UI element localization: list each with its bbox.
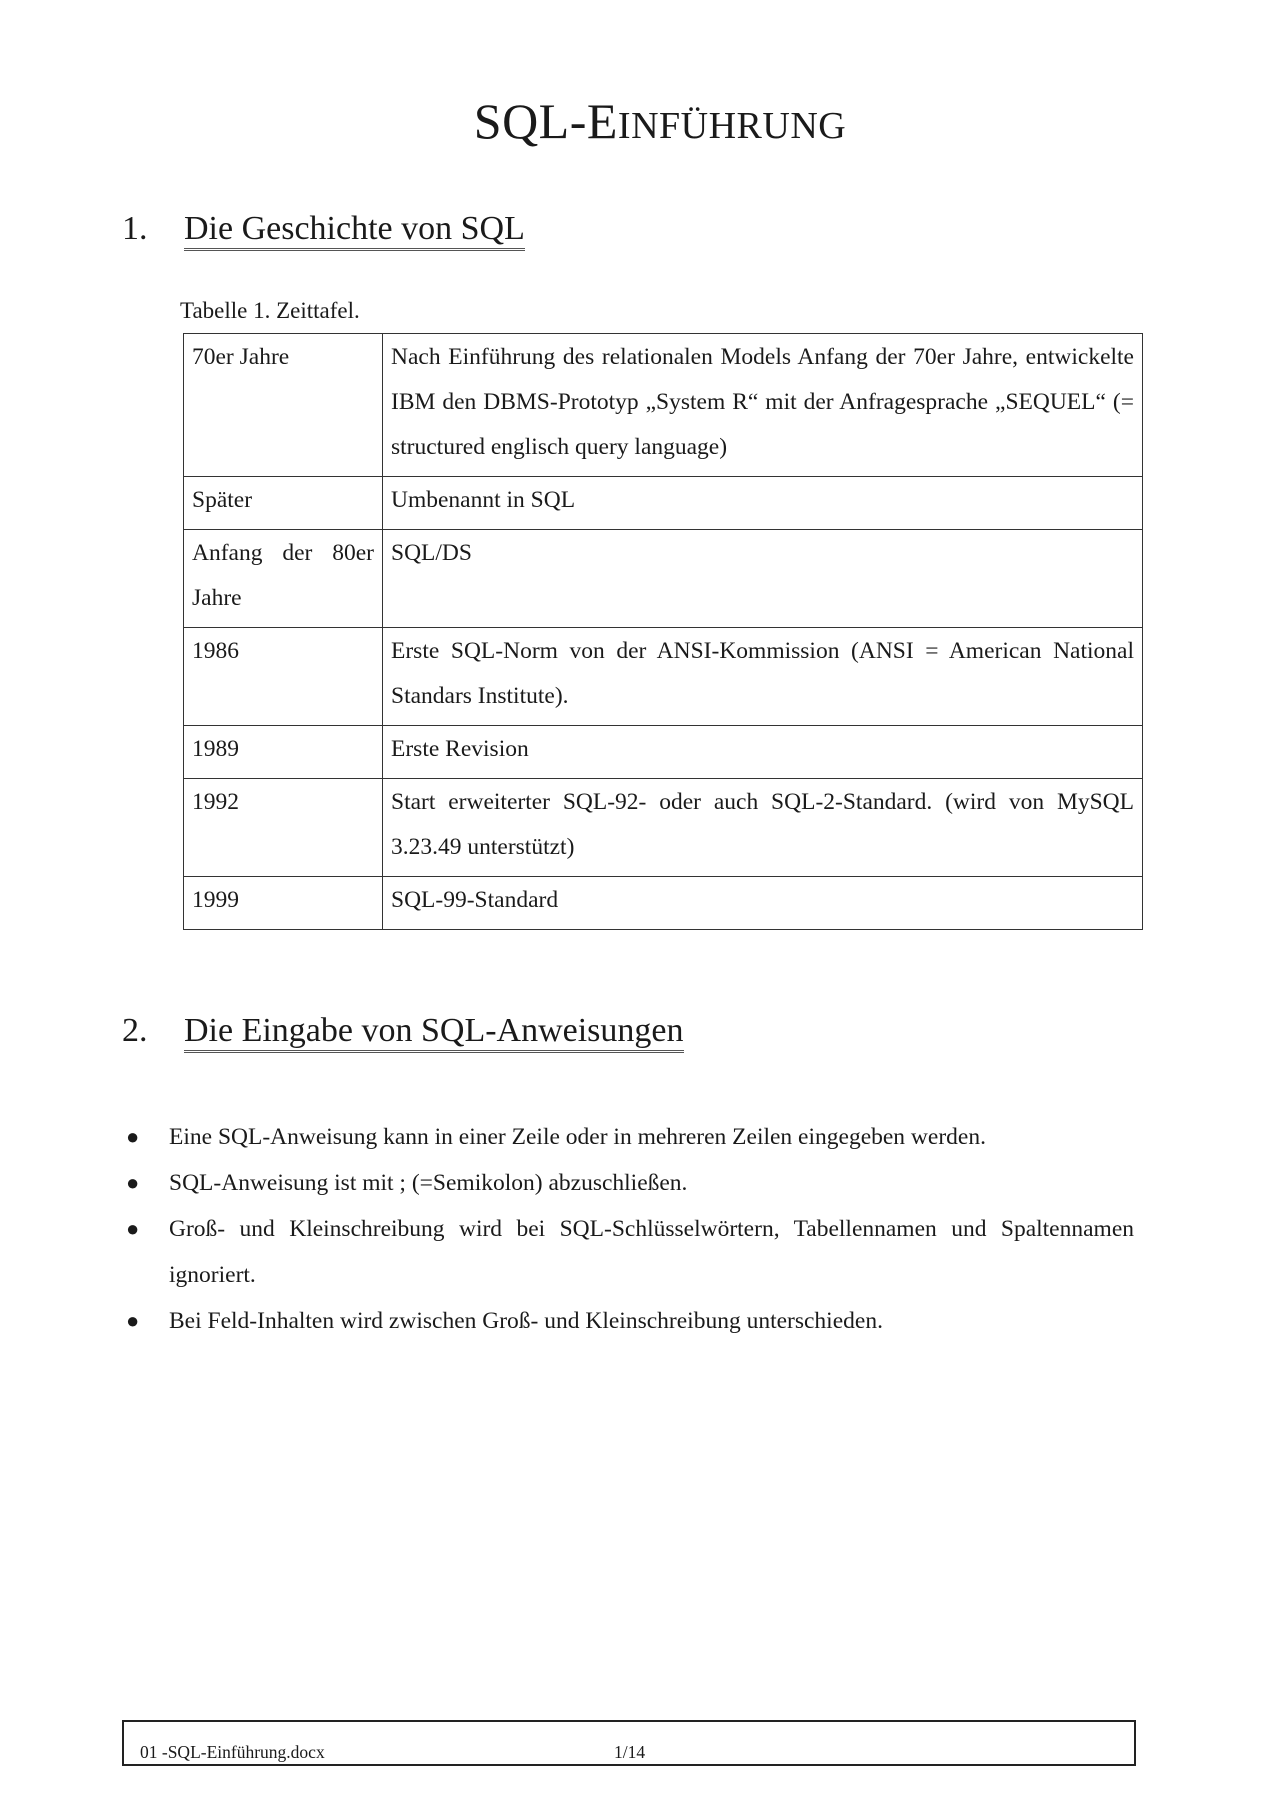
event-cell: Umbenannt in SQL <box>383 477 1143 530</box>
title-prefix: SQL-E <box>473 93 618 149</box>
document-title <box>0 92 1280 150</box>
table-row <box>184 877 1143 930</box>
event-cell: Erste Revision <box>383 726 1143 779</box>
event-cell: SQL/DS <box>383 530 1143 628</box>
footer-filename: 01 -SQL-Einführung.docx <box>140 1742 325 1762</box>
bullet-icon: ● <box>126 1216 140 1241</box>
list-item-text: Groß- und Kleinschreibung wird bei SQL-Schlüsselwörtern, Tabellennamen und Spaltennamen ignoriert. <box>169 1216 1134 1288</box>
list-item-text: SQL-Anweisung ist mit ; (=Semikolon) abzuschließen. <box>169 1170 688 1196</box>
section-1-title: Die Geschichte von SQL <box>184 210 525 251</box>
table-row <box>184 334 1143 477</box>
list-item <box>122 1298 1134 1344</box>
period-cell: 1989 <box>184 726 383 779</box>
bullet-icon: ● <box>126 1170 140 1195</box>
period-cell: Später <box>184 477 383 530</box>
table-row <box>184 779 1143 877</box>
table-row <box>184 530 1143 628</box>
bullet-list <box>122 1114 1134 1344</box>
page-footer <box>122 1720 1136 1766</box>
list-item-text: Bei Feld-Inhalten wird zwischen Groß- und Kleinschreibung unterschieden. <box>169 1308 883 1334</box>
period-cell: 70er Jahre <box>184 334 383 477</box>
list-item <box>122 1160 1134 1206</box>
period-cell: 1986 <box>184 628 383 726</box>
event-cell: Erste SQL-Norm von der ANSI-Kommission (ANSI = American National Standars Institute). <box>383 628 1143 726</box>
list-item-text: Eine SQL-Anweisung kann in einer Zeile oder in mehreren Zeilen eingegeben werden. <box>169 1124 986 1150</box>
table-row <box>184 726 1143 779</box>
table-row <box>184 477 1143 530</box>
list-item <box>122 1114 1134 1160</box>
period-cell: Anfang der 80er Jahre <box>184 530 383 628</box>
period-cell: 1999 <box>184 877 383 930</box>
event-cell: Start erweiterter SQL-92- oder auch SQL-2-Standard. (wird von MySQL 3.23.49 unterstützt) <box>383 779 1143 877</box>
event-cell: Nach Einführung des relationalen Models Anfang der 70er Jahre, entwickelte IBM den DBMS-Prototyp „System R“ mit der Anfragesprache „SEQUEL“ (= structured englisch query language) <box>383 334 1143 477</box>
section-1-heading <box>122 210 525 248</box>
section-2-title: Die Eingabe von SQL-Anweisungen <box>184 1012 684 1053</box>
bullet-icon: ● <box>126 1308 140 1333</box>
footer-page-number: 1/14 <box>614 1742 646 1762</box>
table-caption: Tabelle 1. Zeittafel. <box>180 298 360 323</box>
section-2-number: 2. <box>122 1012 148 1049</box>
title-smallcaps: INFÜHRUNG <box>617 105 847 147</box>
period-cell: 1992 <box>184 779 383 877</box>
section-2-heading <box>122 1012 684 1050</box>
event-cell: SQL-99-Standard <box>383 877 1143 930</box>
table-row <box>184 628 1143 726</box>
section-1-number: 1. <box>122 210 148 247</box>
bullet-icon: ● <box>126 1124 140 1149</box>
list-item <box>122 1206 1134 1298</box>
timeline-table <box>183 333 1143 930</box>
